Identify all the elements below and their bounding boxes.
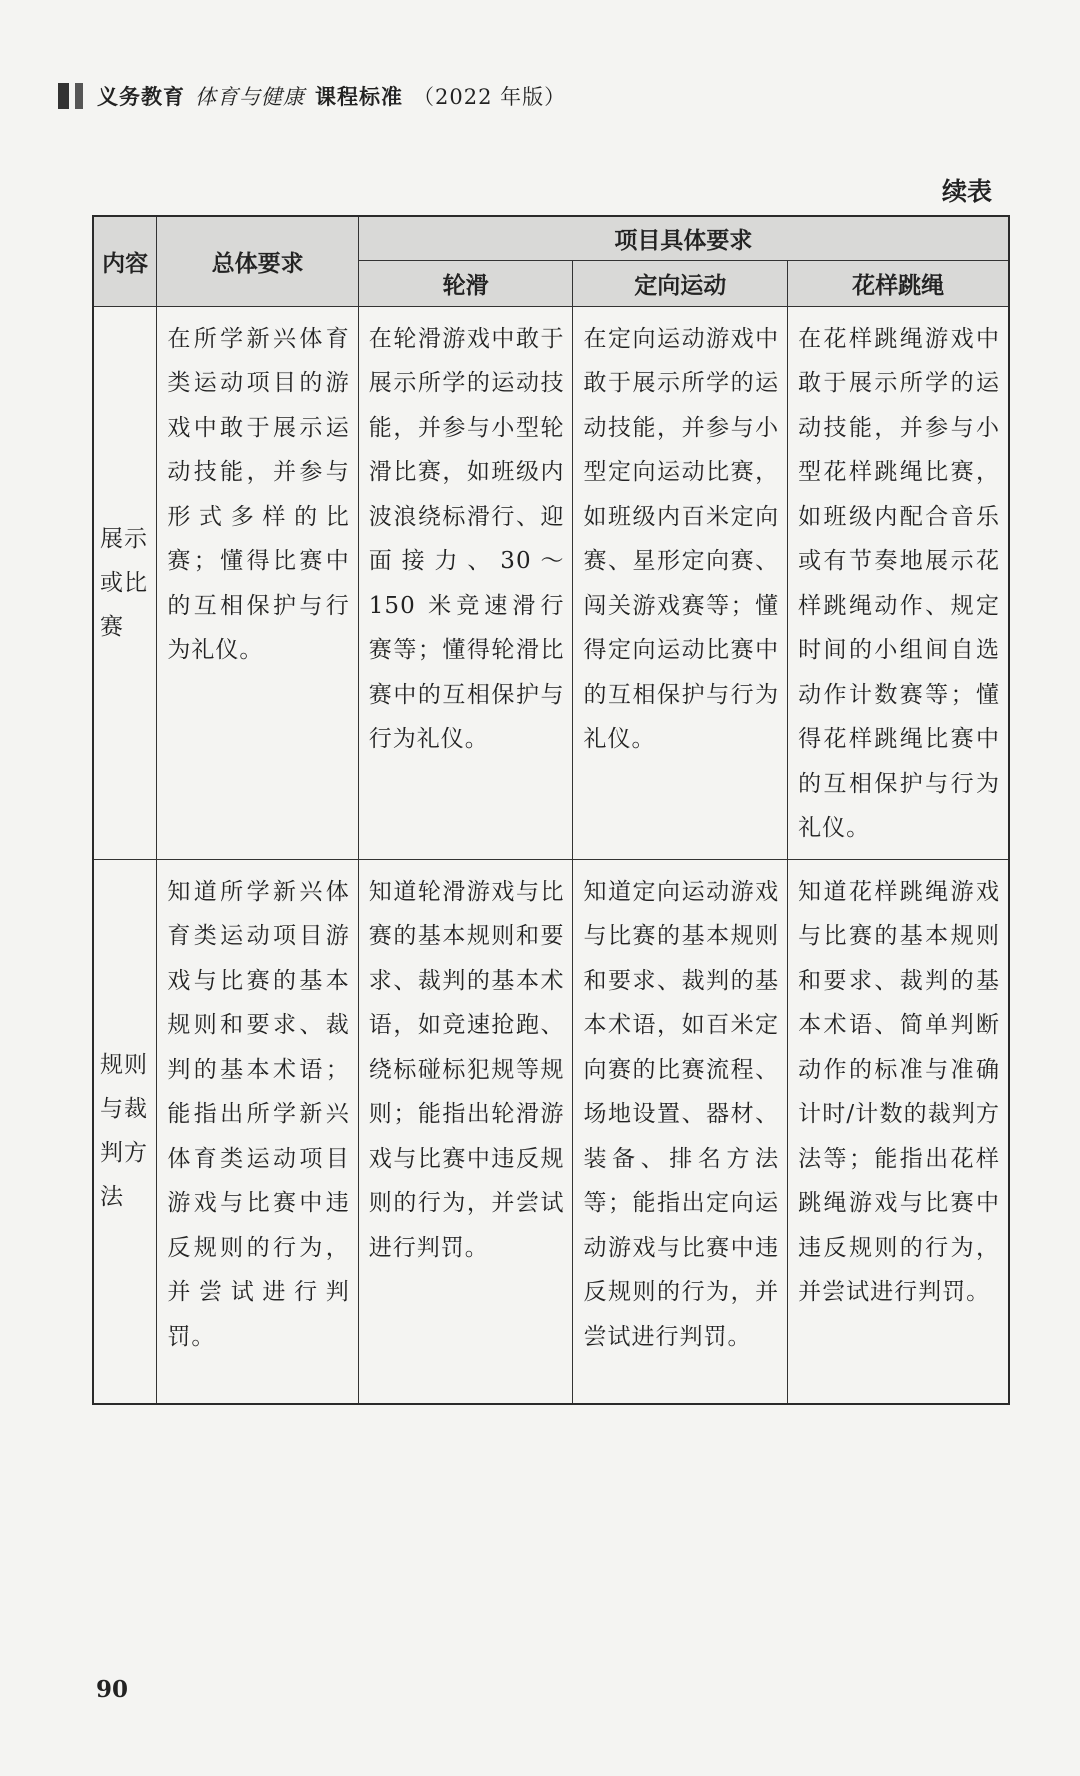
header-orienteering: 定向运动 (573, 260, 788, 306)
running-header (58, 78, 566, 114)
title-part-2: 体育与健康 (195, 85, 305, 109)
general-requirement-cell: 在所学新兴体育类运动项目的游戏中敢于展示运动技能，并参与形式多样的比赛；懂得比赛中的互相保护与行为礼仪。 (157, 306, 358, 859)
orienteering-cell: 在定向运动游戏中敢于展示所学的运动技能，并参与小型定向运动比赛，如班级内百米定向赛、星形定向赛、闯关游戏赛等；懂得定向运动比赛中的互相保护与行为礼仪。 (573, 306, 788, 859)
table-row (93, 859, 1009, 1404)
book-title (97, 81, 566, 111)
row-label: 规则与裁判方法 (93, 859, 157, 1404)
header-specific: 项目具体要求 (358, 216, 1009, 260)
table-row (93, 306, 1009, 859)
header-general: 总体要求 (157, 216, 358, 306)
general-requirement-cell: 知道所学新兴体育类运动项目游戏与比赛的基本规则和要求、裁判的基本术语；能指出所学新兴体育类运动项目游戏与比赛中违反规则的行为，并尝试进行判罚。 (157, 859, 358, 1404)
header-bars-icon (58, 83, 83, 109)
header-fancy-rope-skipping: 花样跳绳 (788, 260, 1009, 306)
page-number: 90 (96, 1676, 129, 1703)
continued-label: 续表 (941, 177, 992, 206)
orienteering-cell: 知道定向运动游戏与比赛的基本规则和要求、裁判的基本术语，如百米定向赛的比赛流程、场地设置、器材、装备、排名方法等；能指出定向运动游戏与比赛中违反规则的行为，并尝试进行判罚。 (573, 859, 788, 1404)
standards-table (92, 215, 1010, 1405)
row-label: 展示或比赛 (93, 306, 157, 859)
roller-skating-cell: 知道轮滑游戏与比赛的基本规则和要求、裁判的基本术语，如竞速抢跑、绕标碰标犯规等规则；能指出轮滑游戏与比赛中违反规则的行为，并尝试进行判罚。 (358, 859, 573, 1404)
header-roller-skating: 轮滑 (358, 260, 573, 306)
fancy-rope-skipping-cell: 在花样跳绳游戏中敢于展示所学的运动技能，并参与小型花样跳绳比赛，如班级内配合音乐或有节奏地展示花样跳绳动作、规定时间的小组间自选动作计数赛等；懂得花样跳绳比赛中的互相保护与行为礼仪。 (788, 306, 1009, 859)
roller-skating-cell: 在轮滑游戏中敢于展示所学的运动技能，并参与小型轮滑比赛，如班级内波浪绕标滑行、迎面接力、30～150 米竞速滑行赛等；懂得轮滑比赛中的互相保护与行为礼仪。 (358, 306, 573, 859)
header-content: 内容 (93, 216, 157, 306)
title-part-1: 义务教育 (97, 84, 185, 109)
edition: （2022 年版） (413, 85, 567, 109)
title-part-3: 课程标准 (315, 84, 403, 109)
fancy-rope-skipping-cell: 知道花样跳绳游戏与比赛的基本规则和要求、裁判的基本术语、简单判断动作的标准与准确计时/计数的裁判方法等；能指出花样跳绳游戏与比赛中违反规则的行为，并尝试进行判罚。 (788, 859, 1009, 1404)
